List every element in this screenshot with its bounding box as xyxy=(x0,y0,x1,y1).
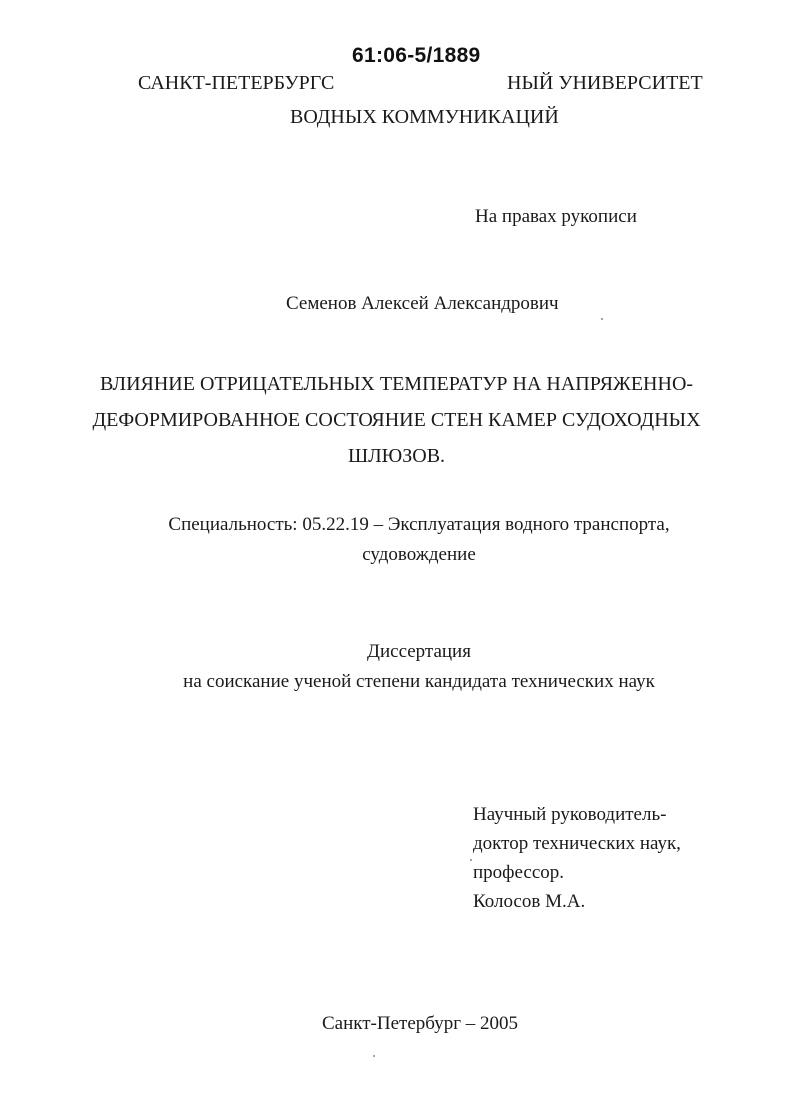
archive-stamp-number: 61:06-5/1889 xyxy=(352,44,481,67)
thesis-title xyxy=(0,366,793,474)
specialty-block xyxy=(0,510,793,570)
supervisor-block xyxy=(473,800,681,916)
supervisor-line-3: профессор. xyxy=(473,862,565,883)
dissertation-block xyxy=(0,637,793,697)
dissertation-line-1: Диссертация xyxy=(367,641,471,662)
scan-speck xyxy=(373,1055,375,1057)
thesis-title-line-2: ДЕФОРМИРОВАННОЕ СОСТОЯНИЕ СТЕН КАМЕР СУДОХОДНЫХ xyxy=(92,409,701,431)
dissertation-line-2: на соискание ученой степени кандидата технических наук xyxy=(183,671,655,692)
specialty-line-2: судовождение xyxy=(362,544,476,565)
university-name-right: НЫЙ УНИВЕРСИТЕТ xyxy=(507,72,703,94)
city-year: Санкт-Петербург – 2005 xyxy=(322,1013,519,1034)
author-name: Семенов Алексей Александрович xyxy=(286,293,559,314)
specialty-line-1: Специальность: 05.22.19 – Эксплуатация водного транспорта, xyxy=(168,514,670,535)
university-name-left: САНКТ-ПЕТЕРБУРГС xyxy=(138,72,335,94)
supervisor-line-2: доктор технических наук, xyxy=(473,833,681,854)
supervisor-line-1: Научный руководитель- xyxy=(473,804,667,825)
rights-note: На правах рукописи xyxy=(475,206,637,227)
university-name-line2: ВОДНЫХ КОММУНИКАЦИЙ xyxy=(290,106,559,128)
scan-speck xyxy=(470,859,472,861)
scan-speck xyxy=(601,318,603,320)
supervisor-line-4: Колосов М.А. xyxy=(473,891,586,912)
thesis-title-line-3: ШЛЮЗОВ. xyxy=(347,445,446,467)
thesis-title-line-1: ВЛИЯНИЕ ОТРИЦАТЕЛЬНЫХ ТЕМПЕРАТУР НА НАПРЯЖЕННО- xyxy=(99,373,694,395)
